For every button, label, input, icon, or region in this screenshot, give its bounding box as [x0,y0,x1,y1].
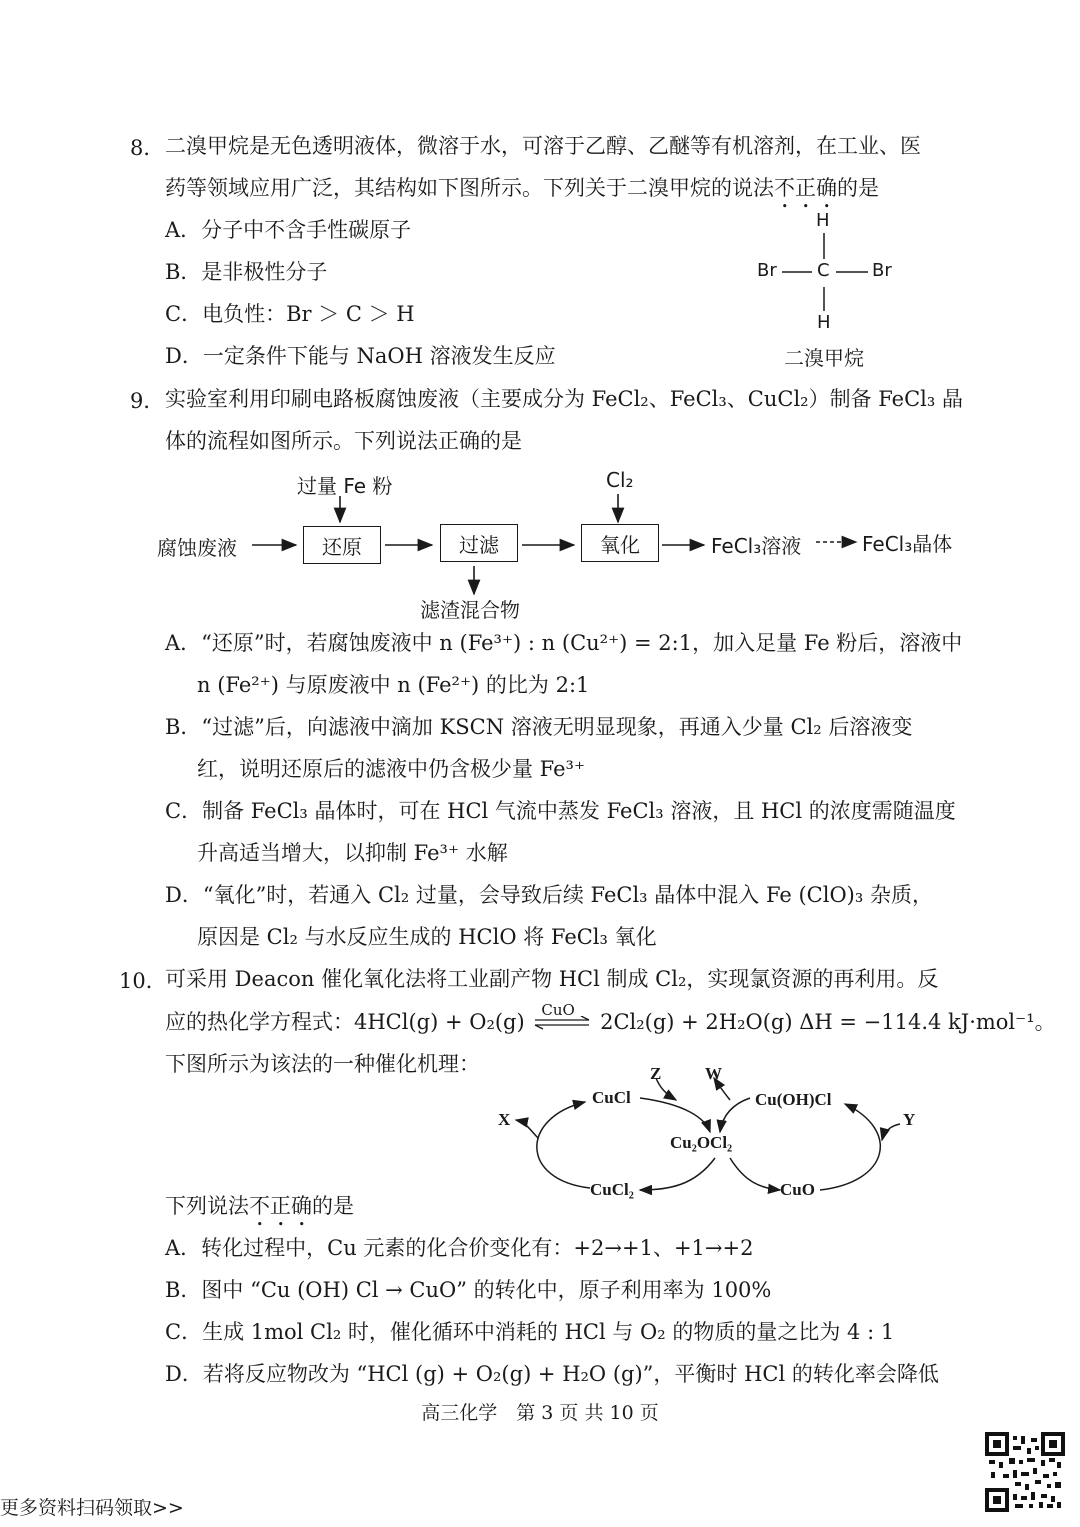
option-d: D．一定条件下能与 NaOH 溶液发生反应 [165,344,556,368]
question-stem-2: 药等领域应用广泛，其结构如下图所示。下列关于二溴甲烷的说法不正确的是 [165,176,879,200]
question-prompt: 下列说法不正确的是 [165,1194,354,1218]
qr-code-icon[interactable] [985,1432,1065,1512]
flow-step-filter: 过滤 [440,524,518,562]
flow-step-oxidize: 氧化 [581,524,659,562]
option-a: A．“还原”时，若腐蚀废液中 n (Fe³⁺) : n (Cu²⁺) = 2:1，加入足量 Fe 粉后，溶液中 [165,631,963,655]
option-c: C．电负性：Br ＞ C ＞ H [165,302,415,326]
option-d-cont: 原因是 Cl₂ 与水反应生成的 HClO 将 FeCl₃ 氧化 [197,925,657,949]
flow-reagent-fe: 过量 Fe 粉 [297,474,393,498]
atom-br-left: Br [757,260,777,281]
option-b: B．图中 “Cu (OH) Cl → CuO” 的转化中，原子利用率为 100% [165,1278,772,1302]
species-cucl2: CuCl₂ [590,1180,634,1199]
question-number: 8． [130,136,165,160]
emphasis-text: 不正确 [774,176,837,200]
option-b: B．“过滤”后，向滤液中滴加 KSCN 溶液无明显现象，再通入少量 Cl₂ 后溶液变 [165,715,913,739]
option-b: B．是非极性分子 [165,260,328,284]
option-c: C．生成 1mol Cl₂ 时，催化循环中消耗的 HCl 与 O₂ 的物质的量之比为 4 : 1 [165,1320,895,1344]
flow-input: 腐蚀废液 [157,536,237,560]
more-resources-link[interactable]: 更多资料扫码领取>> [0,1497,184,1519]
option-a: A．转化过程中，Cu 元素的化合价变化有：+2→+1、+1→+2 [165,1236,754,1260]
page-footer: 高三化学 第 3 页 共 10 页 [421,1402,659,1424]
option-d: D．“氧化”时，若通入 Cl₂ 过量，会导致后续 FeCl₃ 晶体中混入 Fe (ClO)₃ 杂质， [165,883,933,907]
option-c: C．制备 FeCl₃ 晶体时，可在 HCl 气流中蒸发 FeCl₃ 溶液，且 HCl 的浓度需随温度 [165,799,956,823]
species-x: X [498,1110,511,1129]
option-d: D．若将反应物改为 “HCl (g) + O₂(g) + H₂O (g)”，平衡时 HCl 的转化率会降低 [165,1362,939,1386]
species-cuohcl: Cu(OH)Cl [755,1090,832,1109]
species-cu2ocl2: Cu₂OCl₂ [670,1133,733,1152]
question-stem-2: 应的热化学方程式：4HCl(g) + O₂(g) CuO 2Cl₂(g) + 2H₂O(g) ΔH = −114.4 kJ·mol⁻¹。 [165,1008,1056,1036]
question-stem: 实验室利用印刷电路板腐蚀废液（主要成分为 FeCl₂、FeCl₃、CuCl₂）制备 FeCl₃ 晶 [165,387,963,411]
question-stem: 二溴甲烷是无色透明液体，微溶于水，可溶于乙醇、乙醚等有机溶剂，在工业、医 [165,134,921,158]
flow-product-crystal: FeCl₃晶体 [862,532,953,556]
species-cucl: CuCl [592,1088,631,1107]
species-cuo: CuO [780,1180,815,1199]
species-w: W [705,1064,722,1083]
option-c-cont: 升高适当增大，以抑制 Fe³⁺ 水解 [197,841,508,865]
question-stem-2: 体的流程如图所示。下列说法正确的是 [165,429,522,453]
atom-br-right: Br [872,260,892,281]
atom-c: C [817,260,830,281]
flow-residue: 滤渣混合物 [420,598,520,622]
question-number: 9． [130,389,165,413]
option-a-cont: n (Fe²⁺) 与原废液中 n (Fe²⁺) 的比为 2:1 [197,673,590,697]
flow-product-solution: FeCl₃溶液 [711,534,802,558]
structure-caption: 二溴甲烷 [784,346,864,370]
catalyst-label: CuO [541,1001,575,1019]
emphasis-text: 不正确 [249,1194,312,1218]
equilibrium-arrow [531,1001,593,1036]
question-number: 10． [119,969,167,993]
flow-reagent-cl2: Cl₂ [606,468,634,492]
atom-h-top: H [816,210,830,231]
question-stem: 可采用 Deacon 催化氧化法将工业副产物 HCl 制成 Cl₂，实现氯资源的再利用。反 [165,967,939,991]
atom-h-bottom: H [817,312,831,333]
species-z: Z [650,1064,662,1083]
question-stem-3: 下图所示为该法的一种催化机理： [165,1052,480,1076]
species-y: Y [903,1110,916,1129]
flow-step-reduce: 还原 [303,526,381,564]
option-a: A．分子中不含手性碳原子 [165,218,412,242]
option-b-cont: 红，说明还原后的滤液中仍含极少量 Fe³⁺ [197,757,586,781]
